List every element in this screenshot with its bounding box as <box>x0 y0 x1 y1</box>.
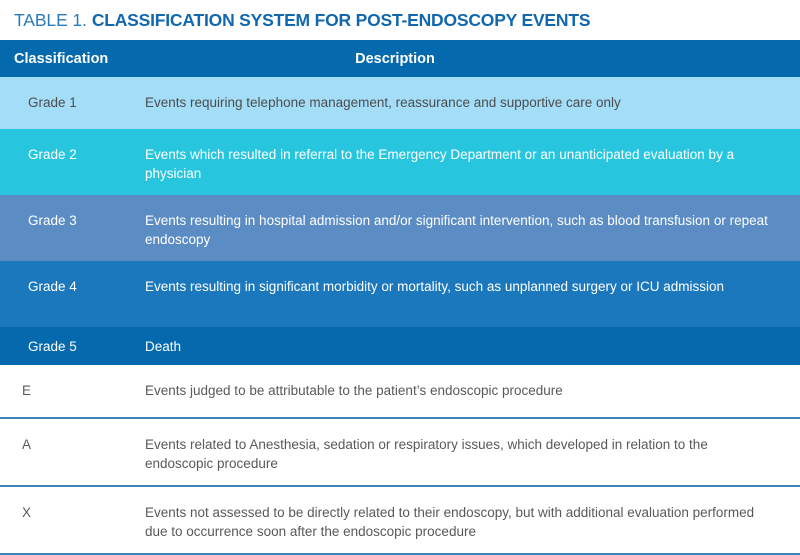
table-header-row <box>0 40 800 77</box>
table-row <box>0 261 800 327</box>
row-description: Events resulting in significant morbidity or mortality, such as unplanned surgery or ICU admission <box>145 279 725 294</box>
row-classification: Grade 2 <box>28 147 77 162</box>
row-description: Events not assessed to be directly related to their endoscopy, but with additional evaluation performed due to occurrence soon after the endoscopic procedure <box>145 505 755 539</box>
row-classification: X <box>21 505 31 520</box>
table-title <box>0 0 800 40</box>
table-row <box>0 487 800 553</box>
row-classification: Grade 3 <box>28 213 77 228</box>
table-row <box>0 195 800 261</box>
row-classification: Grade 1 <box>28 95 77 110</box>
row-classification: Grade 4 <box>28 279 77 294</box>
row-description: Events related to Anesthesia, sedation or respiratory issues, which developed in relation to the endoscopic procedure <box>145 437 708 471</box>
table-row <box>0 129 800 195</box>
table-row <box>0 419 800 485</box>
table-row <box>0 365 800 417</box>
column-header-description: Description <box>355 50 435 67</box>
row-classification: E <box>21 383 31 398</box>
row-classification: Grade 5 <box>28 339 77 354</box>
row-description: Death <box>145 339 182 354</box>
table-number-label: TABLE 1. <box>14 9 87 30</box>
row-description: Events resulting in hospital admission and/or significant intervention, such as blood transfusion or repeat endoscopy <box>145 213 768 247</box>
column-header-classification: Classification <box>14 50 109 67</box>
table-row <box>0 77 800 129</box>
table-title-text: CLASSIFICATION SYSTEM FOR POST-ENDOSCOPY EVENTS <box>91 9 591 30</box>
row-description: Events requiring telephone management, reassurance and supportive care only <box>145 95 621 110</box>
table-row <box>0 327 800 365</box>
row-classification: A <box>21 437 31 452</box>
row-description: Events judged to be attributable to the patient’s endoscopic procedure <box>145 383 563 398</box>
row-description: Events which resulted in referral to the Emergency Department or an unanticipated evaluation by a physician <box>145 147 735 181</box>
